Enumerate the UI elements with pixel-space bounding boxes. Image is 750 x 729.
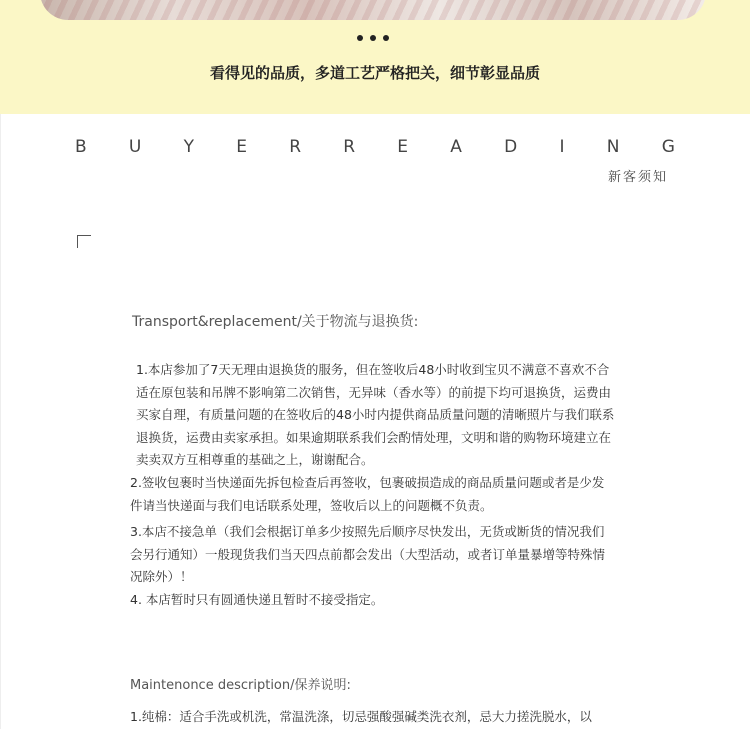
product-photo: [40, 0, 706, 20]
transport-item: 4. 本店暂时只有圆通快递且暂时不接受指定。: [130, 592, 384, 607]
transport-item: 2.签收包裹时当快递面先拆包检查后再签收，包裹破损造成的商品质量问题或者是少发件请当快递面与我们电话联系处理，签收后以上的问题概不负责。: [130, 475, 605, 513]
top-banner: [0, 0, 750, 114]
heading-letter: G: [661, 137, 675, 157]
heading-letter: E: [397, 137, 409, 157]
corner-bracket-icon: [77, 235, 91, 248]
heading-letter: E: [236, 137, 247, 157]
transport-section-title: Transport&replacement/关于物流与退换货:: [132, 314, 419, 330]
maintenance-section-title: Maintenonce description/保养说明:: [130, 678, 351, 693]
heading-letter: D: [504, 137, 518, 157]
pagination-dot[interactable]: [383, 35, 389, 41]
heading-letter: N: [606, 137, 620, 157]
maintenance-item: 1.纯棉：适合手洗或机洗，常温洗涤，切忌强酸强碱类洗衣剂，忌大力搓洗脱水，以: [130, 709, 592, 724]
new-customer-notice-label: 新客须知: [607, 170, 668, 185]
heading-letter: U: [128, 137, 142, 157]
heading-letter: B: [75, 137, 87, 157]
quality-slogan: 看得见的品质，多道工艺严格把关，细节彰显品质: [209, 64, 540, 82]
heading-letter: A: [450, 137, 462, 157]
heading-letter: I: [559, 137, 565, 157]
pagination-dots[interactable]: [357, 35, 389, 41]
transport-item: 1.本店参加了7天无理由退换货的服务，但在签收后48小时收到宝贝不满意不喜欢不合适在原包装和吊牌不影响第二次销售，无异味（香水等）的前提下均可退换货，运费由买家自理，有质量问题的在签收后的48小时内提供商品质量问题的清晰照片与我们联系退换货，运费由卖家承担。如果逾期联系我们会酌情处理，文明和谐的购物环境建立在卖卖双方互相尊重的基础之上，谢谢配合。: [136, 362, 615, 468]
buyer-reading-heading: [75, 137, 675, 157]
pagination-dot[interactable]: [370, 35, 376, 41]
divider: [0, 114, 1, 729]
heading-letter: R: [343, 137, 356, 157]
heading-letter: Y: [183, 137, 194, 157]
heading-letter: R: [289, 137, 302, 157]
transport-item: 3.本店不接急单（我们会根据订单多少按照先后顺序尽快发出，无货或断货的情况我们会另行通知）一般现货我们当天四点前都会发出（大型活动，或者订单量暴增等特殊情况除外）！: [130, 524, 606, 585]
pagination-dot[interactable]: [357, 35, 363, 41]
